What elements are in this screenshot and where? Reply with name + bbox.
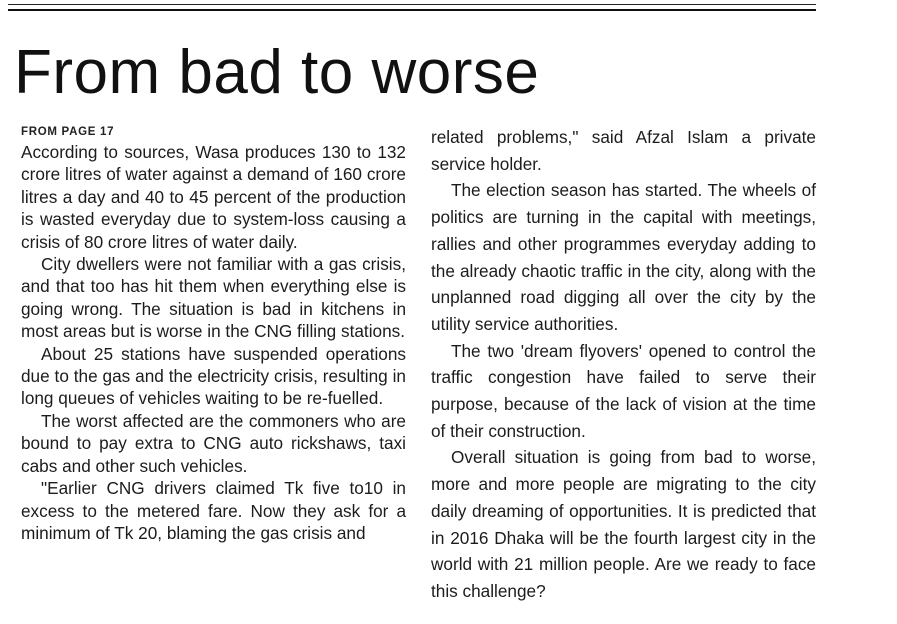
paragraph: According to sources, Wasa produces 130 to 132 crore litres of water against a demand of 160 crore litres a day and 40 to 45 percent of the production is wasted everyday due to system-loss causing a crisis of 80 crore litres of water daily. [21,142,406,252]
article-column-left [21,124,406,544]
paragraph: City dwellers were not familiar with a gas crisis, and that too has hit them when everything else is going wrong. The situation is bad in kitchens in most areas but is worse in the CNG filling stations. [21,254,406,342]
top-rule-thick [8,9,816,11]
paragraph: related problems," said Afzal Islam a private service holder. [431,127,816,174]
paragraph: About 25 stations have suspended operations due to the gas and the electricity crisis, resulting in long queues of vehicles waiting to be re-fuelled. [21,343,406,409]
paragraph: The worst affected are the commoners who are bound to pay extra to CNG auto rickshaws, taxi cabs and other such vehicles. [21,410,406,476]
paragraph: Overall situation is going from bad to worse, more and more people are migrating to the city daily dreaming of opportunities. It is predicted that in 2016 Dhaka will be the fourth largest city in the world with 21 million people. Are we ready to face this challenge? [431,447,816,601]
jump-label: FROM PAGE 17 [21,126,115,138]
paragraph: The election season has started. The wheels of politics are turning in the capital with meetings, rallies and other programmes everyday adding to the already chaotic traffic in the city, along with the unplanned road digging all over the city by the utility service authorities. [431,180,816,334]
paragraph: "Earlier CNG drivers claimed Tk five to10 in excess to the metered fare. Now they ask for a minimum of Tk 20, blaming the gas crisis and [21,478,406,543]
paragraph: The two 'dream flyovers' opened to control the traffic congestion have failed to serve their purpose, because of the lack of vision at the time of their construction. [431,340,816,441]
top-rule-thin [8,4,816,5]
headline: From bad to worse [14,38,540,107]
article-column-right [431,124,816,605]
